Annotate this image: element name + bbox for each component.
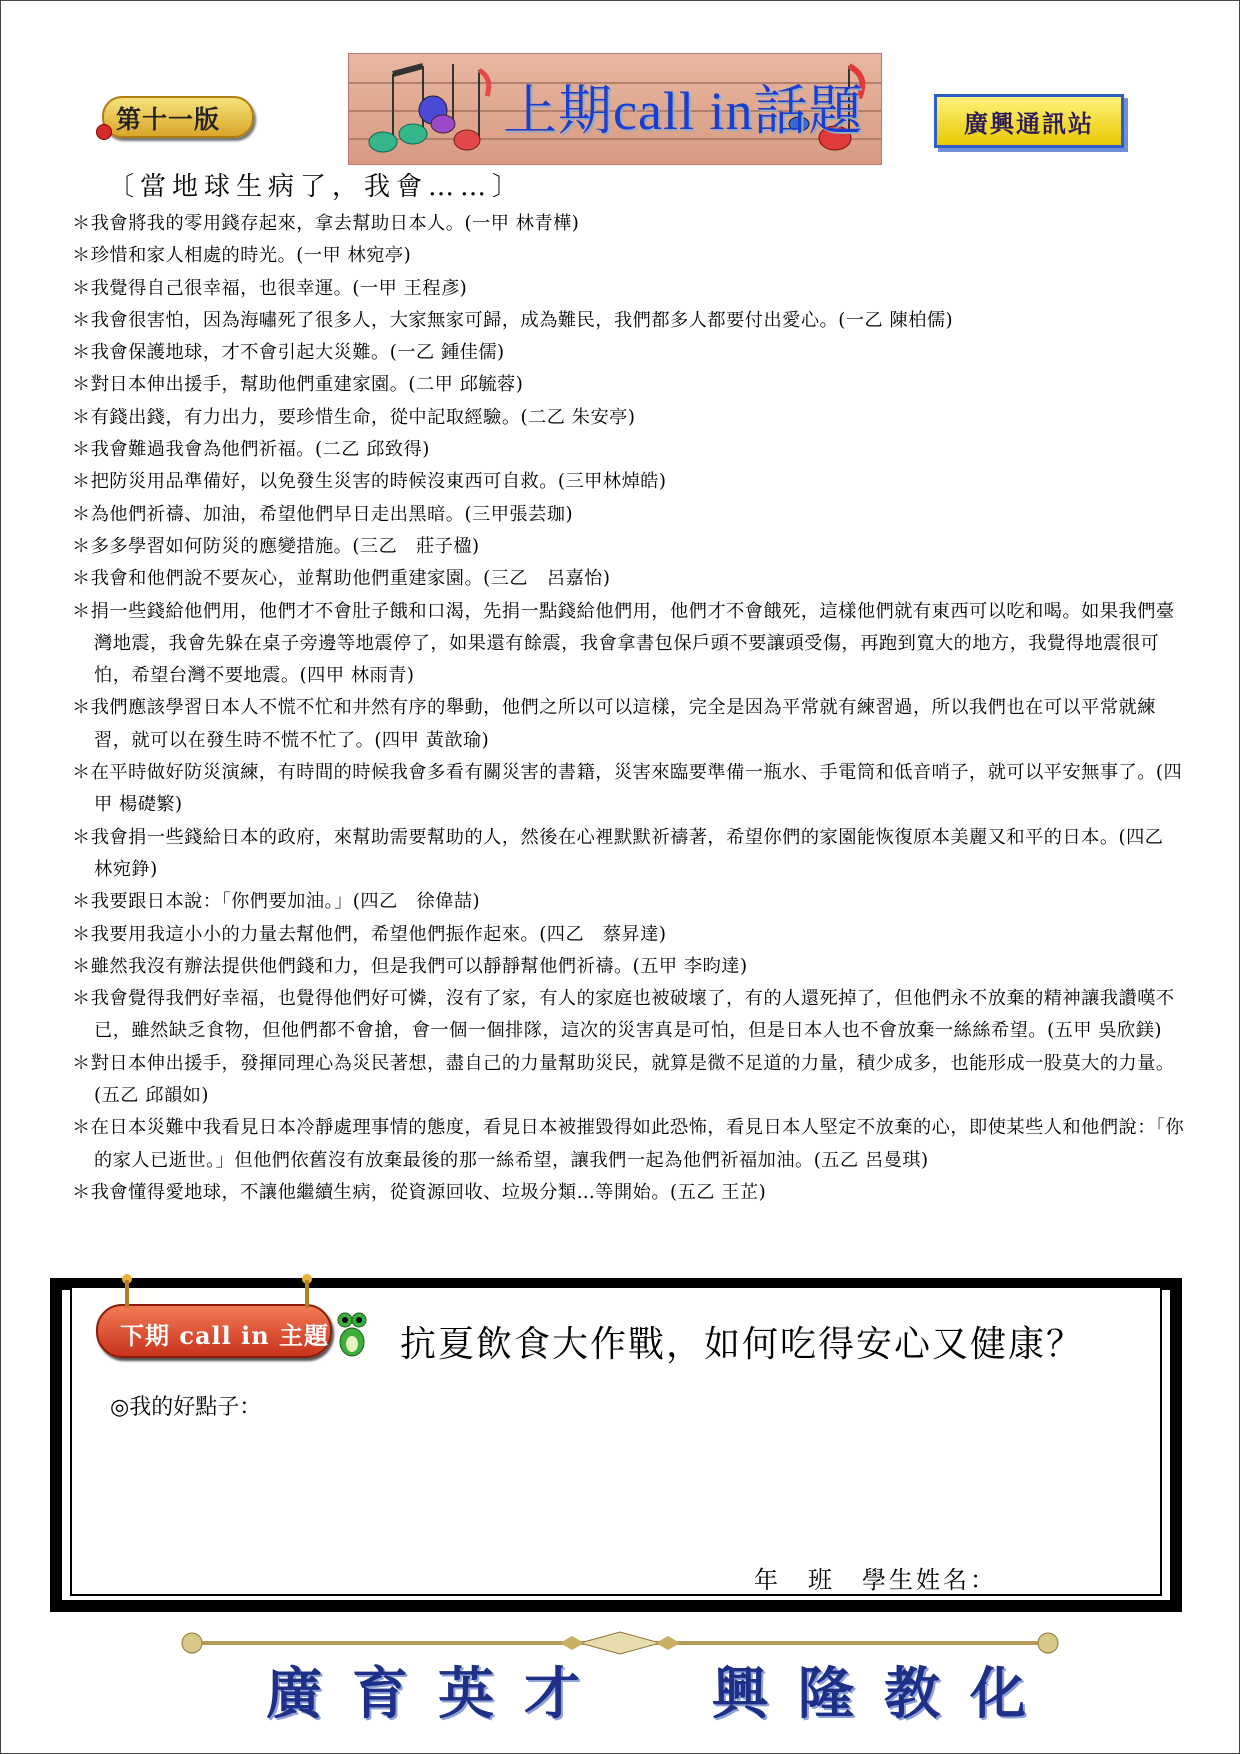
list-item: ＊我會保護地球，才不會引起大災難。(一乙 鍾佳儒) (72, 342, 505, 364)
list-item: ＊我會和他們說不要灰心，並幫助他們重建家園。(三乙 呂嘉怡) (72, 568, 611, 590)
list-item: ＊多多學習如何防災的應變措施。(三乙 莊子楹) (72, 535, 480, 557)
list-item: ＊我會捐一些錢給日本的政府，來幫助需要幫助的人，然後在心裡默默祈禱著，希望你們的家園能恢復原本美麗又和平的日本。(四乙 林宛錚) (72, 826, 1183, 880)
list-item: ＊在日本災難中我看見日本冷靜處理事情的態度，看見日本被摧毀得如此恐怖，看見日本人堅定不放棄的心，即使某些人和他們說：「你的家人已逝世。」但他們依舊沒有放棄最後的那一絲希望，讓我們一起為他們祈福加油。(五乙 呂曼琪) (72, 1117, 1185, 1171)
list-item: ＊對日本伸出援手，發揮同理心為災民著想，盡自己的力量幫助災民，就算是微不足道的力量，積少成多，也能形成一股莫大的力量。(五乙 邱韻如) (72, 1052, 1175, 1107)
next-theme: 抗夏飲食大作戰，如何吃得安心又健康？ (400, 1324, 1085, 1365)
list-item: ＊對日本伸出援手，幫助他們重建家園。(二甲 邱毓蓉) (72, 374, 524, 396)
badge-dot-icon (96, 124, 112, 140)
response-list (72, 208, 1192, 1209)
next-call-in-tag-label: 下期 call in 主題 (120, 1321, 330, 1350)
list-item: ＊我們應該學習日本人不慌不忙和井然有序的舉動，他們之所以可以這樣，完全是因為平常就有練習過，所以我們也在可以平常就練習，就可以在發生時不慌不忙了。(四甲 黃歆瑜) (72, 697, 1156, 751)
list-item: ＊把防災用品準備好，以免發生災害的時候沒東西可自救。(三甲林焯皓) (72, 471, 667, 493)
list-item: ＊雖然我沒有辦法提供他們錢和力，但是我們可以靜靜幫他們祈禱。(五甲 李昀達) (72, 955, 748, 977)
banner-title: 上期call in話題 (503, 81, 864, 141)
call-in-banner (348, 53, 882, 165)
list-item: ＊我會懂得愛地球，不讓他繼續生病，從資源回收、垃圾分類…等開始。(五乙 王芷) (72, 1181, 767, 1203)
list-item: ＊在平時做好防災演練，有時間的時候我會多看有關災害的書籍，災害來臨要準備一瓶水、手電筒和低音哨子，就可以平安無事了。(四甲 楊礎繁) (72, 762, 1183, 816)
list-item: ＊捐一些錢給他們用，他們才不會肚子餓和口渴，先捐一點錢給他們用，他們才不會餓死，這樣他們就有東西可以吃和喝。如果我們臺灣地震，我會先躲在桌子旁邊等地震停了，如果還有餘震，我會拿書包保戶頭不要讓頭受傷，再跑到寬大的地方，我覺得地震很可怕，希望台灣不要地震。(四甲 林雨青) (72, 600, 1175, 687)
list-item: ＊我會將我的零用錢存起來，拿去幫助日本人。(一甲 林青樺) (72, 213, 580, 234)
frog-icon (334, 1310, 370, 1358)
list-item: ＊我要用我這小小的力量去幫他們，希望他們振作起來。(四乙 蔡昇達) (72, 923, 667, 945)
list-item: ＊我會難過我會為他們祈福。(二乙 邱致得) (72, 439, 430, 461)
list-item: ＊為他們祈禱、加油，希望他們早日走出黑暗。(三甲張芸珈) (72, 503, 574, 525)
idea-prompt: ◎我的好點子： (110, 1395, 262, 1420)
list-item: ＊有錢出錢，有力出力，要珍惜生命，從中記取經驗。(二乙 朱安亭) (72, 406, 636, 428)
motto-right: 興隆教化 (712, 1661, 1056, 1727)
list-item: ＊我覺得自己很幸福，也很幸運。(一甲 王程彥) (72, 277, 468, 299)
list-item: ＊我會覺得我們好幸福，也覺得他們好可憐，沒有了家，有人的家庭也被破壞了，有的人還死掉了，但他們永不放棄的精神讓我讚嘆不已，雖然缺乏食物，但他們都不會搶，會一個一個排隊，這次的災害真是可怕，但是日本人也不會放棄一絲絲希望。(五甲 吳欣鎂) (72, 988, 1175, 1042)
motto-left: 廣育英才 (266, 1661, 610, 1727)
list-item: ＊我會很害怕，因為海嘯死了很多人，大家無家可歸，成為難民，我們都多人都要付出愛心。(一乙 陳柏儒) (72, 309, 954, 331)
edition-badge (96, 92, 256, 138)
topic-heading: 〔當地球生病了，我會……〕 (108, 172, 525, 202)
list-item: ＊我要跟日本說：「你們要加油。」(四乙 徐偉喆) (72, 891, 481, 913)
station-badge (934, 94, 1126, 148)
station-badge-label: 廣興通訊站 (964, 109, 1094, 138)
next-call-in-tag (96, 1304, 332, 1358)
student-sign-line: 年 班 學生姓名： (754, 1566, 997, 1594)
list-item: ＊珍惜和家人相處的時光。(一甲 林宛亭) (72, 245, 412, 267)
next-call-in-box (50, 1278, 1182, 1612)
edition-badge-label: 第十一版 (116, 105, 221, 134)
